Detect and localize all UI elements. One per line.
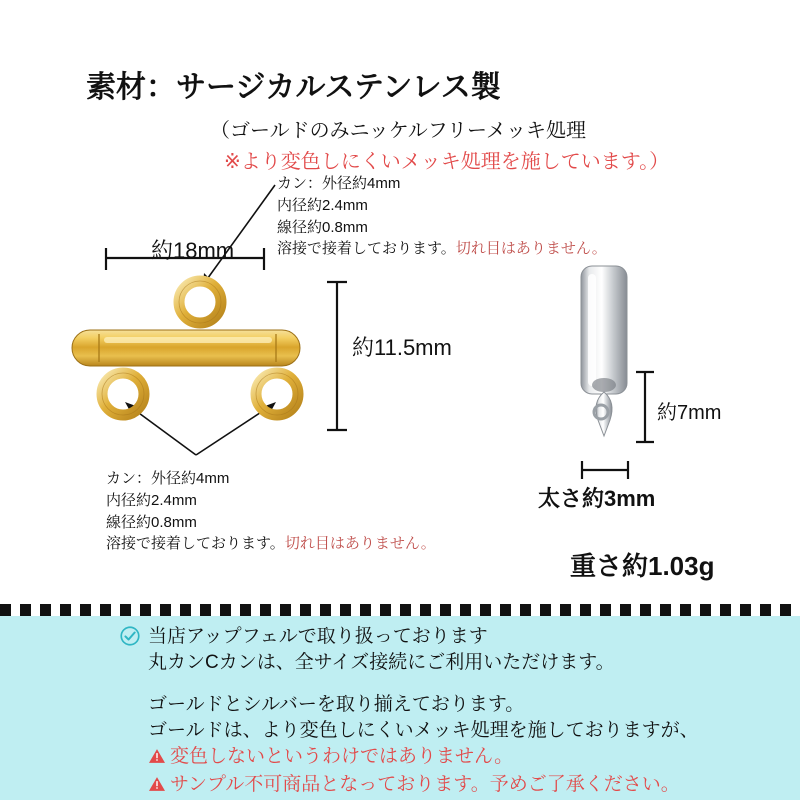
- bottom-ring-line-1: カン：外径約4mm: [106, 470, 230, 487]
- top-ring-line-1: カン：外径約4mm: [277, 175, 401, 192]
- dashed-divider: [0, 604, 800, 616]
- bottom-ring-line-2: 内径約2.4mm: [106, 491, 197, 509]
- notice-line-6-wrap: [148, 772, 680, 798]
- annotation-top-ring: [277, 173, 607, 260]
- top-ring-weld-line: [277, 238, 607, 260]
- notice-line-3: ゴールドとシルバーを取り揃えております。: [148, 694, 525, 715]
- dimension-height: 約11.5mm: [352, 335, 452, 360]
- notice-line-5-wrap: [148, 744, 513, 770]
- top-ring-weld-red: 切れ目はありません。: [455, 240, 607, 258]
- notice-line-2: 丸カンCカンは、全サイズ接続にご利用いただけます。: [148, 652, 615, 673]
- check-circle-icon: [120, 626, 140, 646]
- bottom-ring-weld-black: 溶接で接着しております。: [106, 535, 285, 553]
- warning-triangle-icon: [148, 748, 166, 764]
- notice-line-6: サンプル不可商品となっております。予めご了承ください。: [170, 774, 680, 795]
- notice-line-5: 変色しないというわけではありません。: [170, 746, 514, 767]
- annotation-bottom-ring: [106, 468, 436, 555]
- dimension-thickness: 太さ約3mm: [538, 486, 656, 511]
- top-ring-line-3: 線径約0.8mm: [277, 218, 368, 236]
- top-ring-line-2: 内径約2.4mm: [277, 196, 368, 214]
- dimension-clasp-length: 約7mm: [657, 402, 722, 424]
- bottom-ring-weld-red: 切れ目はありません。: [284, 535, 436, 553]
- notice-line-1: 当店アップフェルで取り扱っております: [148, 626, 488, 647]
- subtitle-tarnish-note: ※より変色しにくいメッキ処理を施しています。）: [224, 151, 670, 173]
- top-ring-weld-black: 溶接で接着しております。: [277, 240, 456, 258]
- notice-line-4: ゴールドは、より変色しにくいメッキ処理を施しておりますが、: [148, 720, 699, 741]
- bottom-ring-line-3: 線径約0.8mm: [106, 513, 197, 531]
- warning-triangle-icon-2: [148, 776, 166, 792]
- subtitle-plating: （ゴールドのみニッケルフリーメッキ処理: [210, 120, 586, 142]
- product-weight: 重さ約1.03g: [570, 551, 715, 581]
- page-title: 素材：サージカルステンレス製: [86, 71, 501, 104]
- bottom-ring-weld-line: [106, 533, 436, 555]
- dimension-width: 約18mm: [151, 238, 235, 263]
